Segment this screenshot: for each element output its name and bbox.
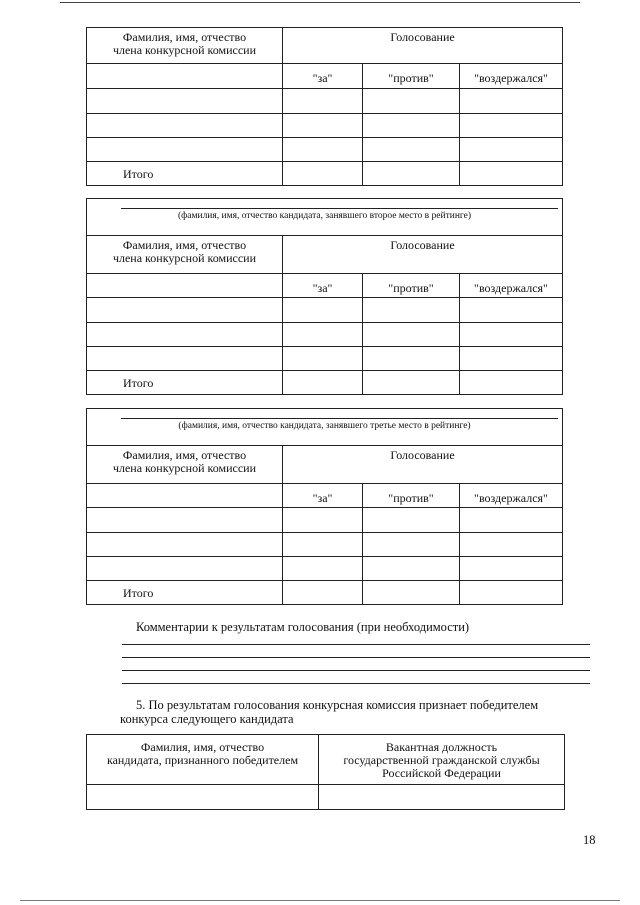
section-number: 5. (136, 698, 146, 712)
total-against-cell[interactable] (363, 162, 460, 186)
vote-against-header: "против" (363, 274, 460, 298)
member-name-cell[interactable] (87, 89, 283, 114)
member-name-cell[interactable] (87, 298, 283, 323)
voting-table-first-place (86, 27, 563, 186)
member-name-cell[interactable] (87, 64, 283, 89)
vote-abstained-cell[interactable] (460, 114, 563, 138)
candidate-name-line[interactable] (121, 418, 558, 419)
vote-abstained-cell[interactable] (460, 138, 563, 162)
member-name-cell[interactable] (87, 138, 283, 162)
vote-abstained-cell[interactable] (460, 508, 563, 533)
total-for-cell[interactable] (283, 581, 363, 605)
total-label: Итого (87, 371, 283, 395)
vote-for-header: "за" (283, 64, 363, 89)
vote-for-cell[interactable] (283, 323, 363, 347)
member-name-cell[interactable] (87, 508, 283, 533)
vote-against-header: "против" (363, 64, 460, 89)
vote-abstained-cell[interactable] (460, 323, 563, 347)
member-name-cell[interactable] (87, 114, 283, 138)
vote-against-cell[interactable] (363, 533, 460, 557)
vote-against-cell[interactable] (363, 323, 460, 347)
vote-for-cell[interactable] (283, 508, 363, 533)
vote-against-cell[interactable] (363, 89, 460, 114)
voting-table-second-place (86, 198, 563, 395)
comment-line[interactable] (122, 644, 590, 645)
vote-against-header: "против" (363, 484, 460, 508)
member-name-cell[interactable] (87, 323, 283, 347)
total-against-cell[interactable] (363, 581, 460, 605)
section-text-line1: По результатам голосования конкурсная комиссия признает победителем (148, 698, 539, 712)
comment-line[interactable] (122, 657, 590, 658)
page-number: 18 (583, 833, 596, 847)
voting-header: Голосование (283, 446, 563, 484)
total-abstained-cell[interactable] (460, 162, 563, 186)
total-label: Итого (87, 162, 283, 186)
vote-abstained-header: "воздержался" (460, 484, 563, 508)
candidate-name-line[interactable] (121, 208, 558, 209)
vote-for-cell[interactable] (283, 347, 363, 371)
member-name-header: Фамилия, имя, отчество члена конкурсной комиссии (87, 28, 283, 64)
vote-for-cell[interactable] (283, 89, 363, 114)
member-name-cell[interactable] (87, 533, 283, 557)
vote-against-cell[interactable] (363, 298, 460, 323)
comments-label: Комментарии к результатам голосования (при необходимости) (136, 620, 470, 634)
scan-artifact-top (60, 2, 580, 3)
vote-against-cell[interactable] (363, 347, 460, 371)
winner-name-cell[interactable] (87, 785, 319, 810)
vote-abstained-header: "воздержался" (460, 274, 563, 298)
member-name-cell[interactable] (87, 557, 283, 581)
candidate-caption-row (87, 409, 563, 446)
total-for-cell[interactable] (283, 162, 363, 186)
vote-abstained-header: "воздержался" (460, 64, 563, 89)
vote-for-cell[interactable] (283, 138, 363, 162)
total-label: Итого (87, 581, 283, 605)
scan-artifact-bottom (20, 900, 620, 901)
vote-abstained-cell[interactable] (460, 347, 563, 371)
vacant-position-header: Вакантная должность государственной гражданской службы Российской Федерации (319, 735, 565, 785)
vote-abstained-cell[interactable] (460, 533, 563, 557)
candidate-caption: (фамилия, имя, отчество кандидата, занявшего второе место в рейтинге) (177, 211, 472, 221)
member-name-header: Фамилия, имя, отчество члена конкурсной комиссии (87, 446, 283, 484)
total-against-cell[interactable] (363, 371, 460, 395)
section-5-paragraph (120, 698, 580, 726)
section-text-line2: конкурса следующего кандидата (120, 712, 294, 726)
vote-for-header: "за" (283, 274, 363, 298)
vote-for-cell[interactable] (283, 114, 363, 138)
vote-against-cell[interactable] (363, 557, 460, 581)
comment-line[interactable] (122, 670, 590, 671)
total-abstained-cell[interactable] (460, 371, 563, 395)
vote-against-cell[interactable] (363, 508, 460, 533)
vote-against-cell[interactable] (363, 138, 460, 162)
member-name-header: Фамилия, имя, отчество члена конкурсной комиссии (87, 236, 283, 274)
total-for-cell[interactable] (283, 371, 363, 395)
member-name-cell[interactable] (87, 274, 283, 298)
winner-name-header: Фамилия, имя, отчество кандидата, признанного победителем (87, 735, 319, 785)
winner-table (86, 734, 565, 810)
vote-for-header: "за" (283, 484, 363, 508)
candidate-caption-row (87, 199, 563, 236)
vote-for-cell[interactable] (283, 533, 363, 557)
vote-against-cell[interactable] (363, 114, 460, 138)
total-abstained-cell[interactable] (460, 581, 563, 605)
voting-header: Голосование (283, 28, 563, 64)
vote-for-cell[interactable] (283, 557, 363, 581)
voting-table-third-place (86, 408, 563, 605)
member-name-cell[interactable] (87, 484, 283, 508)
voting-header: Голосование (283, 236, 563, 274)
vote-abstained-cell[interactable] (460, 298, 563, 323)
vacant-position-cell[interactable] (319, 785, 565, 810)
member-name-cell[interactable] (87, 347, 283, 371)
vote-for-cell[interactable] (283, 298, 363, 323)
candidate-caption: (фамилия, имя, отчество кандидата, занявшего третье место в рейтинге) (178, 421, 471, 431)
vote-abstained-cell[interactable] (460, 89, 563, 114)
vote-abstained-cell[interactable] (460, 557, 563, 581)
comment-line[interactable] (122, 683, 590, 684)
